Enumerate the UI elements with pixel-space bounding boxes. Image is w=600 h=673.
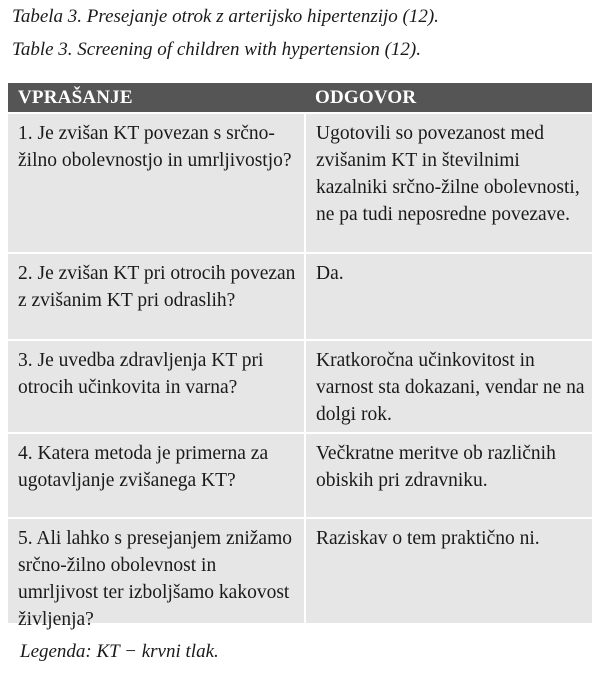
table-caption-english: Table 3. Screening of children with hypertension (12). <box>12 39 421 60</box>
table-caption-slovene: Tabela 3. Presejanje otrok z arterijsko hipertenzijo (12). <box>12 6 439 27</box>
table-row <box>8 340 592 433</box>
question-cell: 5. Ali lahko s presejanjem znižamo srčno-žilno obolevnost in umrljivost ter izboljšamo kakovost življenja? <box>8 518 305 637</box>
table-header-row <box>8 83 592 113</box>
table-row <box>8 518 592 637</box>
answer-cell: Kratkoročna učinkovitost in varnost sta dokazani, vendar ne na dolgi rok. <box>305 340 592 433</box>
header-question: VPRAŠANJE <box>18 87 133 108</box>
table-row <box>8 253 592 340</box>
answer-cell: Ugotovili so povezanost med zvišanim KT in številnimi kazalniki srčno-žilne obolevnosti, ne pa tudi neposredne povezave. <box>305 113 592 253</box>
answer-cell: Da. <box>305 253 592 340</box>
answer-cell: Raziskav o tem praktično ni. <box>305 518 592 637</box>
answer-cell: Večkratne meritve ob različnih obiskih pri zdravniku. <box>305 433 592 518</box>
question-cell: 4. Katera metoda je primerna za ugotavljanje zvišanega KT? <box>8 433 305 518</box>
question-cell: 1. Je zvišan KT povezan s srčno-žilno obolevnostjo in umrljivostjo? <box>8 113 305 253</box>
table-legend: Legenda: KT − krvni tlak. <box>20 641 219 662</box>
question-cell: 2. Je zvišan KT pri otrocih povezan z zvišanim KT pri odraslih? <box>8 253 305 340</box>
question-cell: 3. Je uvedba zdravljenja KT pri otrocih učinkovita in varna? <box>8 340 305 433</box>
table-row <box>8 113 592 253</box>
header-answer: ODGOVOR <box>315 87 417 108</box>
screening-table <box>8 83 592 637</box>
table-row <box>8 433 592 518</box>
screening-table-container <box>8 83 592 630</box>
